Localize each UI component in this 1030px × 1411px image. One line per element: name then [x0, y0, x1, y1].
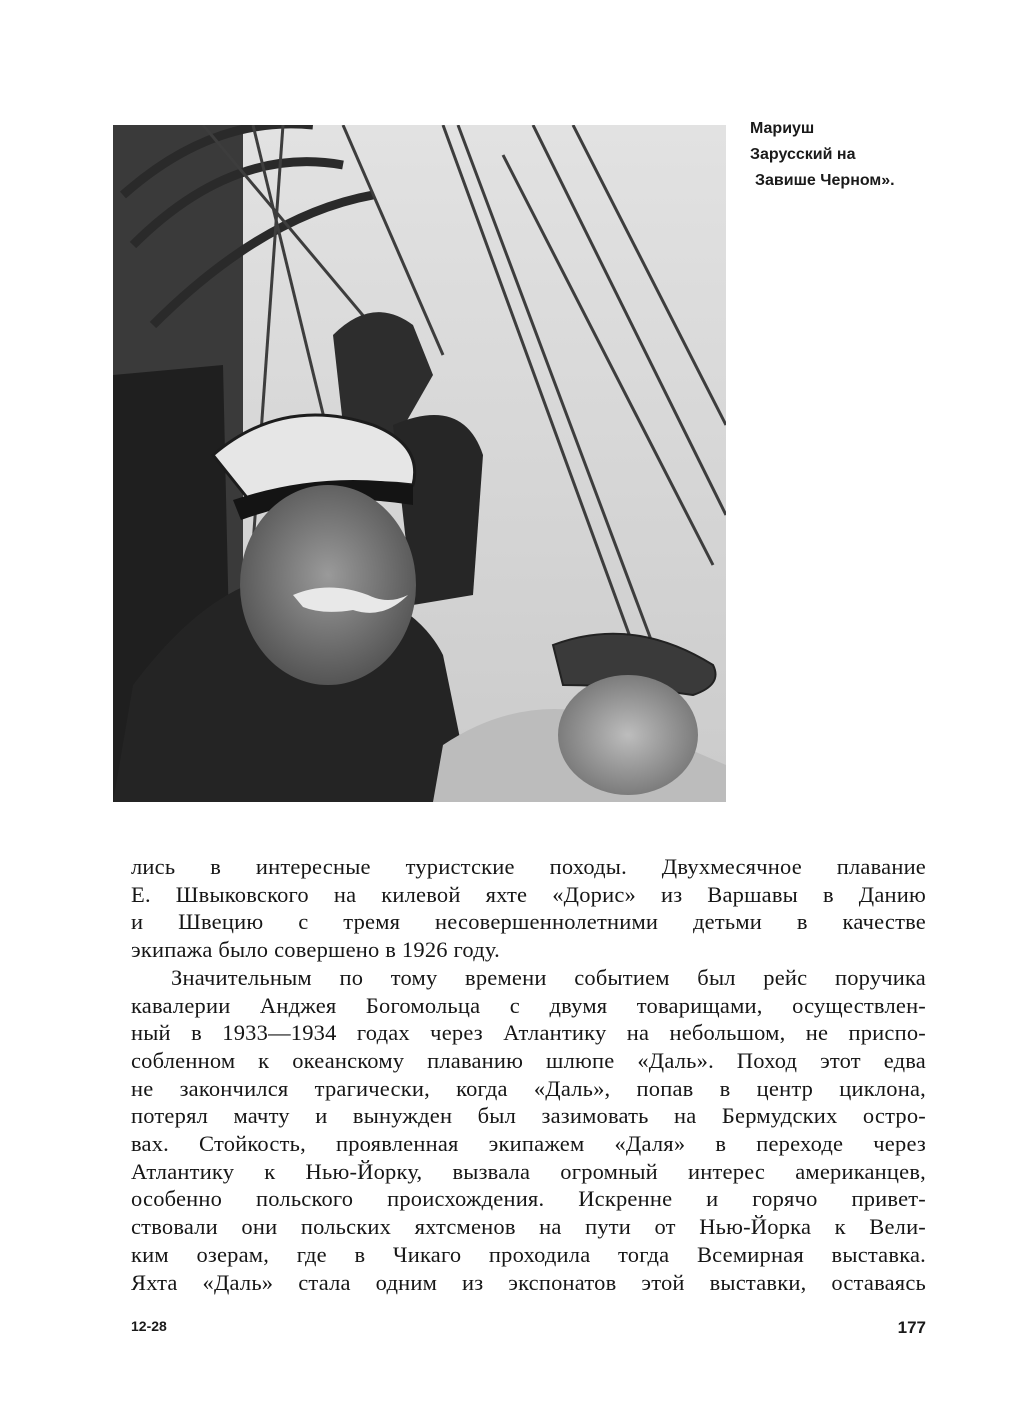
- text-line: не закончился трагически, когда «Даль», попав в центр циклона,: [131, 1075, 926, 1101]
- text-line: вах. Стойкость, проявленная экипажем «Даля» в переходе через: [131, 1131, 926, 1157]
- text-line: Е. Швыковского на килевой яхте «Дорис» из Варшавы в Данию: [131, 881, 926, 907]
- caption-line-1: Мариуш: [750, 120, 815, 137]
- text-line: Яхта «Даль» стала одним из экспонатов этой выставки, оставаясь: [131, 1269, 926, 1295]
- text-line: Атлантику к Нью-Йорку, вызвала огромный интерес американцев,: [131, 1158, 926, 1184]
- text-line: кавалерии Анджея Богомольца с двумя товарищами, осуществлен-: [131, 992, 926, 1018]
- caption-line-3: Завише Черном».: [755, 172, 895, 189]
- text-line: ный в 1933—1934 годах через Атлантику на небольшом, не приспо-: [131, 1020, 926, 1046]
- photograph-sailors-on-deck: [113, 125, 726, 802]
- text-line: ким озерам, где в Чикаго проходила тогда Всемирная выставка.: [131, 1241, 926, 1267]
- body-text: [131, 853, 926, 1296]
- text-line: особенно польского происхождения. Искренне и горячо привет-: [131, 1186, 926, 1212]
- photo-caption: [750, 116, 980, 194]
- printer-signature: 12-28: [131, 1318, 167, 1334]
- text-line: ствовали они польских яхтсменов на пути от Нью-Йорка к Вели-: [131, 1214, 926, 1240]
- text-line: и Швецию с тремя несовершеннолетними детьми в качестве: [131, 909, 926, 935]
- page-number: 177: [897, 1318, 926, 1337]
- text-line: потерял мачту и вынужден был зазимовать на Бермудских остро-: [131, 1103, 926, 1129]
- text-line: экипажа было совершено в 1926 году.: [131, 937, 500, 963]
- text-line: лись в интересные туристские походы. Двухмесячное плавание: [131, 854, 926, 879]
- text-line: Значительным по тому времени событием был рейс поручика: [171, 964, 926, 990]
- caption-line-2: Зарусский на: [750, 146, 856, 163]
- text-line: собленном к океанскому плаванию шлюпе «Даль». Поход этот едва: [131, 1047, 926, 1073]
